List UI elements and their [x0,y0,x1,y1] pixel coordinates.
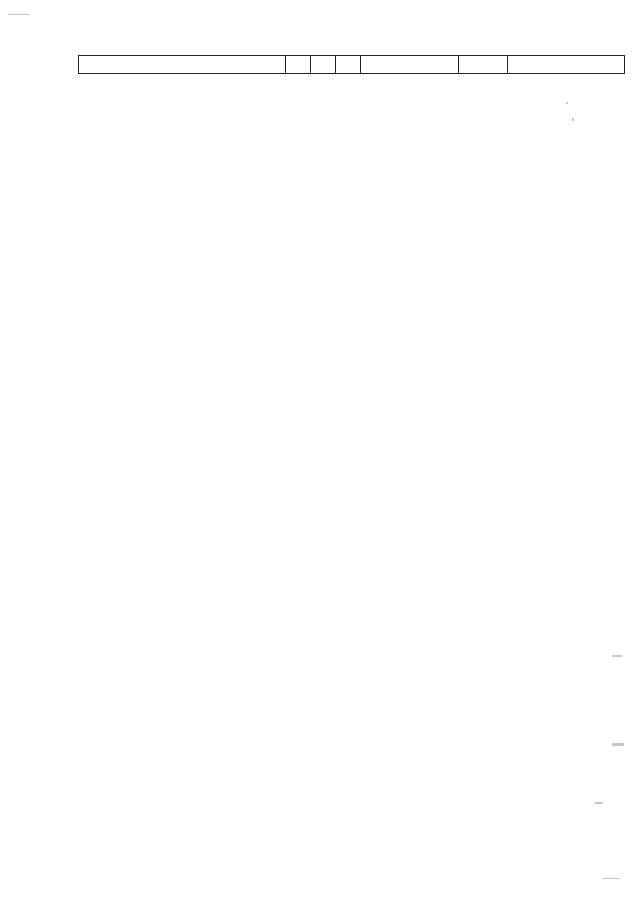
column-header-6 [459,56,508,74]
column-header-7 [508,56,625,74]
column-header-3 [311,56,336,74]
column-header-4 [336,56,361,74]
column-header-5 [361,56,459,74]
column-header-1 [79,56,286,74]
column-header-row [78,55,625,74]
column-header-2 [286,56,311,74]
